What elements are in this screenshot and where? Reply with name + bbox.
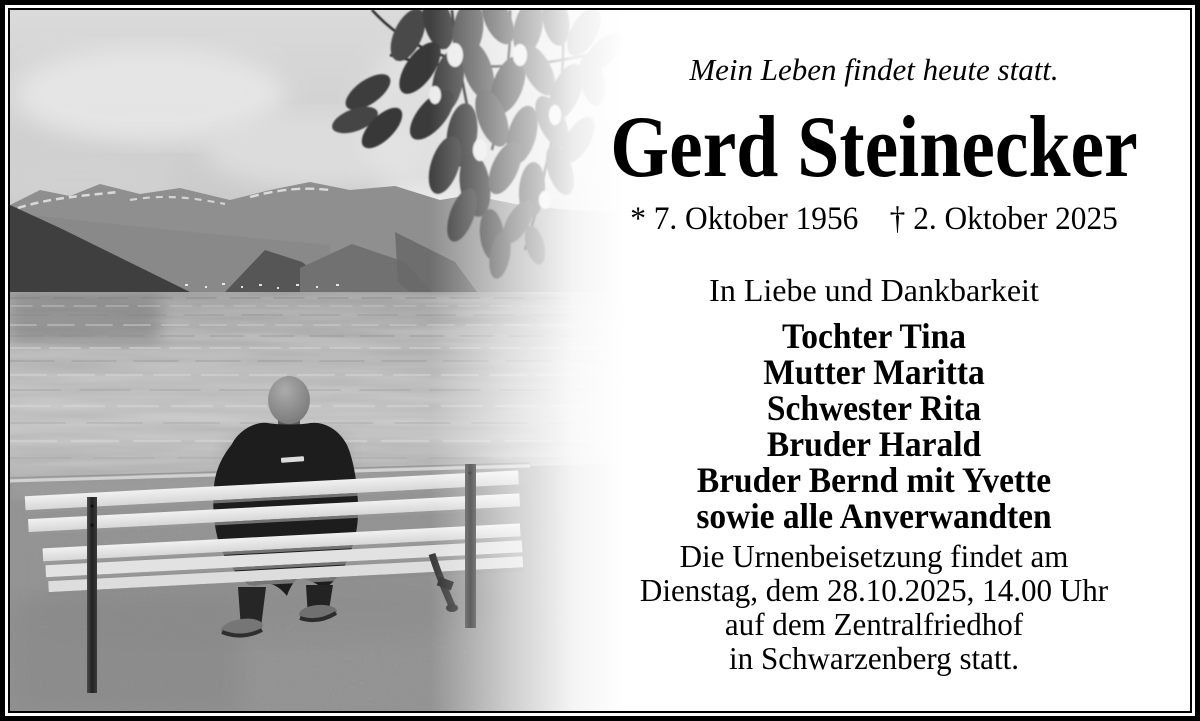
dedication-text: In Liebe und Dankbarkeit <box>709 272 1039 308</box>
mourners-list <box>578 318 1169 534</box>
funeral-line: Dienstag, dem 28.10.2025, 14.00 Uhr <box>639 572 1109 608</box>
mourner-line: sowie alle Anverwandten <box>696 496 1052 536</box>
funeral-line: auf dem Zentralfriedhof <box>724 606 1024 642</box>
mourner-line: Bruder Bernd mit Yvette <box>696 460 1052 500</box>
mourner-line: Schwester Rita <box>766 388 982 428</box>
man-head <box>268 376 310 424</box>
obituary-text <box>556 0 1192 721</box>
mourner-line: Mutter Maritta <box>763 352 985 392</box>
deceased-name: Gerd Steinecker <box>610 99 1138 196</box>
mourner-line: Tochter Tina <box>782 316 966 356</box>
life-dates <box>572 201 1176 238</box>
motto-text: Mein Leben findet heute statt. <box>689 52 1059 87</box>
funeral-line: in Schwarzenberg statt. <box>729 640 1019 676</box>
birth-date: * 7. Oktober 1956 <box>630 201 859 237</box>
mourner-line: Bruder Harald <box>766 424 982 464</box>
funeral-announcement <box>566 539 1183 675</box>
funeral-line: Die Urnenbeisetzung findet am <box>679 538 1069 574</box>
death-date: † 2. Oktober 2025 <box>889 201 1118 237</box>
